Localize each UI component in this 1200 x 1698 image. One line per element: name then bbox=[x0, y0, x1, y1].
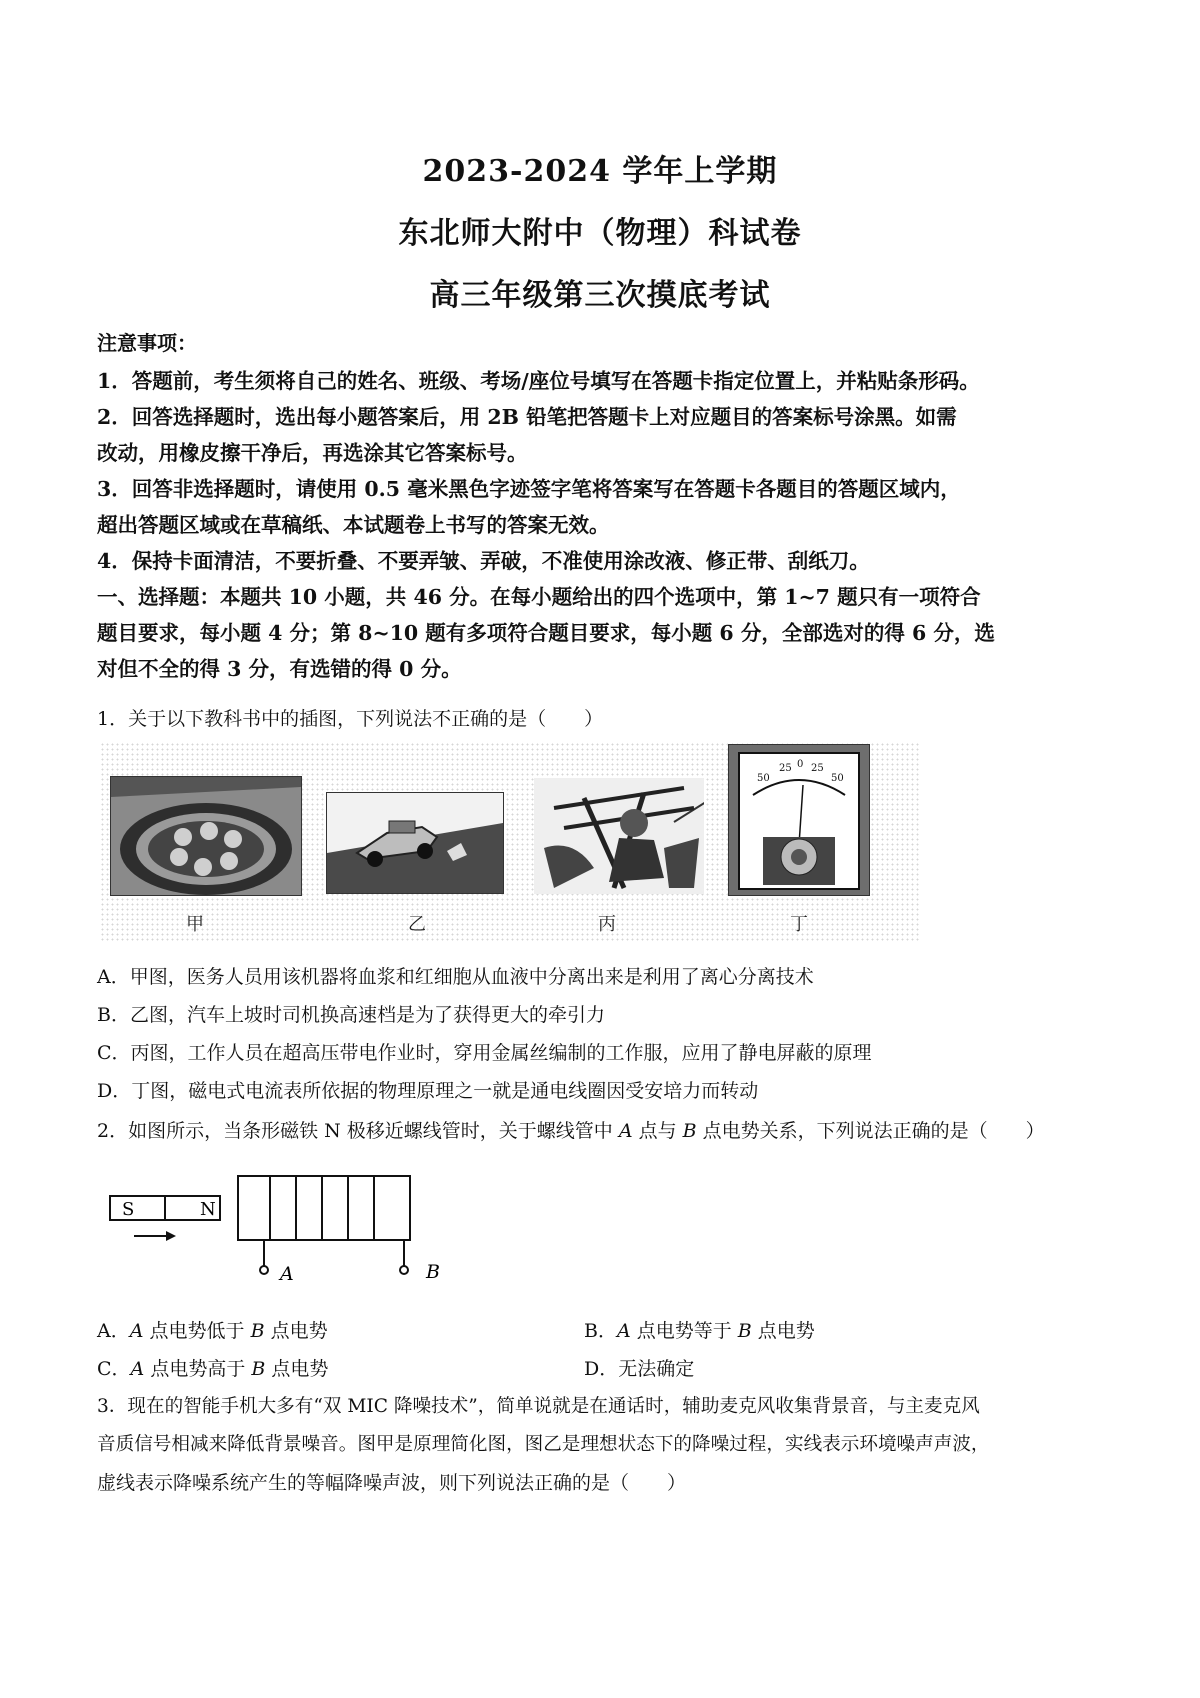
svg-text:50: 50 bbox=[831, 773, 844, 784]
caption-ding: 丁 bbox=[790, 914, 808, 935]
notice-item: 1．答题前，考生须将自己的姓名、班级、考场/座位号填写在答题卡指定位置上，并粘贴条形码。 bbox=[97, 369, 980, 393]
notice-item: 2．回答选择题时，选出每小题答案后，用 2B 铅笔把答题卡上对应题目的答案标号涂黑。如需 bbox=[97, 405, 957, 429]
option-var: A bbox=[616, 1320, 631, 1342]
notice-item: 改动，用橡皮擦干净后，再选涂其它答案标号。 bbox=[97, 441, 528, 465]
terminal-a bbox=[260, 1266, 268, 1274]
option-text: 点电势高于 bbox=[144, 1358, 252, 1380]
notice-item: 4．保持卡面清洁，不要折叠、不要弄皱、弄破，不准使用涂改液、修正带、刮纸刀。 bbox=[97, 549, 870, 573]
option-text: 点电势低于 bbox=[143, 1320, 251, 1342]
notice-heading: 注意事项： bbox=[97, 331, 197, 355]
svg-text:0: 0 bbox=[797, 759, 804, 770]
q2-option-d: D．无法确定 bbox=[584, 1358, 695, 1380]
q1-option-b: B．乙图，汽车上坡时司机换高速档是为了获得更大的牵引力 bbox=[97, 1004, 605, 1026]
solenoid bbox=[238, 1176, 410, 1240]
figure-car-uphill bbox=[326, 792, 504, 894]
option-text: 点电势 bbox=[265, 1358, 329, 1380]
option-var: B bbox=[737, 1320, 752, 1342]
q2-option-b bbox=[584, 1316, 815, 1346]
q2-stem-text: 2．如图所示，当条形磁铁 N 极移近螺线管时，关于螺线管中 bbox=[97, 1120, 619, 1142]
figure-centrifuge bbox=[110, 776, 302, 896]
option-var: A bbox=[129, 1320, 144, 1342]
figure-live-line-work bbox=[534, 778, 704, 894]
terminal-b-label: B bbox=[426, 1261, 440, 1282]
option-letter: A． bbox=[97, 1320, 130, 1342]
header-year-term: 2023-2024 学年上学期 bbox=[422, 154, 778, 189]
header-exam-name: 高三年级第三次摸底考试 bbox=[429, 278, 771, 313]
option-text: 点电势 bbox=[264, 1320, 328, 1342]
q3-stem-line: 虚线表示降噪系统产生的等幅降噪声波，则下列说法正确的是（ ） bbox=[97, 1472, 687, 1494]
q2-stem-text: 点电势关系，下列说法正确的是（ ） bbox=[696, 1120, 1045, 1142]
section-instructions-line: 对但不全的得 3 分，有选错的得 0 分。 bbox=[97, 657, 462, 681]
magnet-pole-s: S bbox=[122, 1199, 135, 1220]
figure-galvanometer bbox=[728, 744, 870, 896]
q2-option-c bbox=[97, 1354, 328, 1384]
q1-option-a: A．甲图，医务人员用该机器将血浆和红细胞从血液中分离出来是利用了离心分离技术 bbox=[97, 966, 814, 988]
section-instructions-line: 一、选择题：本题共 10 小题，共 46 分。在每小题给出的四个选项中，第 1~7 题只有一项符合 bbox=[97, 585, 981, 609]
caption-jia: 甲 bbox=[186, 914, 204, 935]
q1-option-c: C．丙图，工作人员在超高压带电作业时，穿用金属丝编制的工作服，应用了静电屏蔽的原理 bbox=[97, 1042, 872, 1064]
notice-item: 超出答题区域或在草稿纸、本试题卷上书写的答案无效。 bbox=[97, 513, 610, 537]
q2-solenoid-diagram bbox=[108, 1166, 468, 1282]
q1-figure-row bbox=[100, 742, 920, 942]
option-text: 点电势 bbox=[751, 1320, 815, 1342]
option-letter: C． bbox=[97, 1358, 131, 1380]
q2-option-a bbox=[97, 1316, 328, 1346]
q2-stem bbox=[97, 1116, 1045, 1146]
svg-text:50: 50 bbox=[757, 773, 770, 784]
option-letter: B． bbox=[584, 1320, 617, 1342]
terminal-a-label: A bbox=[280, 1263, 294, 1282]
svg-text:25: 25 bbox=[811, 763, 824, 774]
option-var: A bbox=[130, 1358, 145, 1380]
caption-bing: 丙 bbox=[598, 914, 616, 935]
svg-text:25: 25 bbox=[779, 763, 792, 774]
header-school-subject: 东北师大附中（物理）科试卷 bbox=[398, 216, 802, 251]
q2-point-a: A bbox=[618, 1120, 633, 1142]
q2-point-b: B bbox=[682, 1120, 697, 1142]
magnet-pole-n: N bbox=[200, 1199, 216, 1220]
terminal-b bbox=[400, 1266, 408, 1274]
notice-item: 3．回答非选择题时，请使用 0.5 毫米黑色字迹签字笔将答案写在答题卡各题目的答题区域内， bbox=[97, 477, 961, 501]
section-instructions-line: 题目要求，每小题 4 分；第 8~10 题有多项符合题目要求，每小题 6 分，全部选对的得 6 分，选 bbox=[97, 621, 995, 645]
option-var: B bbox=[251, 1358, 266, 1380]
q1-option-d: D．丁图，磁电式电流表所依据的物理原理之一就是通电线圈因受安培力而转动 bbox=[97, 1080, 759, 1102]
q1-stem: 1．关于以下教科书中的插图，下列说法不正确的是（ ） bbox=[97, 708, 604, 730]
q3-stem-line: 3．现在的智能手机大多有“双 MIC 降噪技术”，简单说就是在通话时，辅助麦克风收集背景音，与主麦克风 bbox=[97, 1396, 980, 1417]
option-var: B bbox=[250, 1320, 265, 1342]
option-text: 点电势等于 bbox=[630, 1320, 738, 1342]
caption-yi: 乙 bbox=[408, 914, 426, 935]
q3-stem-line: 音质信号相减来降低背景噪音。图甲是原理简化图，图乙是理想状态下的降噪过程，实线表示环境噪声声波， bbox=[97, 1434, 990, 1455]
q2-stem-text: 点与 bbox=[632, 1120, 683, 1142]
